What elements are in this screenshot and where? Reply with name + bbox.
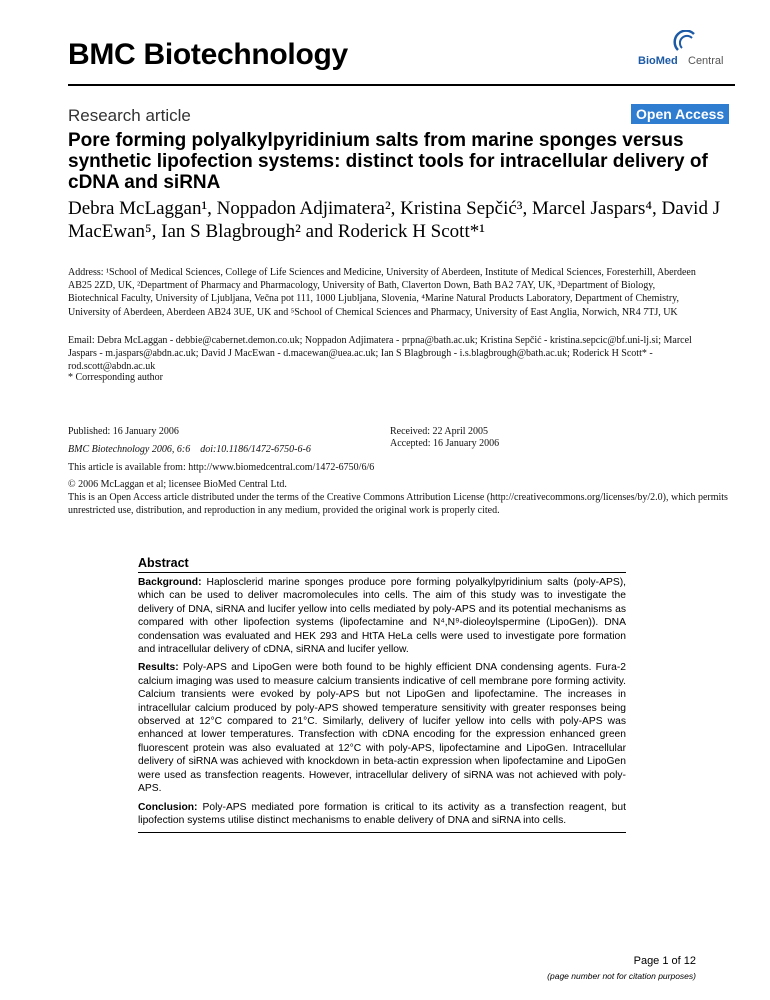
accepted-date: Accepted: 16 January 2006	[390, 438, 500, 449]
conclusion-text: Poly-APS mediated pore formation is critical to its activity as a transfection reagent, but lipofection systems utilise distinct mechanisms to enable delivery of DNA and siRNA into cells.	[138, 801, 626, 826]
corresponding-author-note: * Corresponding author	[68, 372, 163, 383]
article-title: Pore forming polyalkylpyridinium salts from marine sponges versus synthetic lipofection systems: distinct tools for intracellular delivery of cDNA and siRNA	[68, 130, 708, 193]
received-date: Received: 22 April 2005	[390, 426, 489, 437]
abstract-box	[138, 556, 626, 833]
abstract-conclusion	[138, 801, 626, 828]
abstract-background	[138, 576, 626, 656]
logo-bio-text: BioMed	[638, 55, 678, 67]
published-date: Published: 16 January 2006	[68, 426, 179, 437]
biomed-central-logo	[636, 30, 736, 70]
logo-swirl-icon	[672, 30, 702, 54]
article-type: Research article	[68, 106, 191, 125]
results-text: Poly-APS and LipoGen were both found to be highly efficient DNA condensing agents. Fura-2 calcium imaging was used to measure calcium transients indicative of cell membrane pore forming activity. Calcium transients were evoked by poly-APS but not LipoGen and lipofectamine. The increases in intracellular calcium produced by poly-APS showed temperature sensitivity with greater responses being observed at 12°C compared to 21°C. Similarly, delivery of lucifer yellow into cells with poly-APS was enhanced at lower temperatures. Transfection with cDNA encoding for the expression enhanced green fluorescent protein was also evaluated at 12°C with poly-APS, lipofectamine and LipoGen. Intracellular delivery of siRNA was achieved with knockdown in beta-actin expression when lipofectamine and LipoGen were used as transfection reagents. However, intracellular delivery of siRNA was not achieved with poly-APS.	[138, 662, 626, 795]
copyright-line: © 2006 McLaggan et al; licensee BioMed Central Ltd.	[68, 479, 287, 490]
background-label: Background:	[138, 577, 202, 588]
license-text: This is an Open Access article distributed under the terms of the Creative Commons Attribution License (http://creativecommons.org/licenses/by/2.0), which permits unrestricted use, distribution, and reproduction in any medium, provided the original work is properly cited.	[68, 492, 728, 517]
abstract-heading: Abstract	[138, 556, 626, 573]
abstract-bottom-rule	[138, 832, 626, 833]
page-number: Page 1 of 12	[633, 955, 696, 967]
journal-title: BMC Biotechnology	[68, 38, 348, 71]
logo-central-text: Central	[688, 55, 724, 67]
author-list: Debra McLaggan¹, Noppadon Adjimatera², Kristina Sepčić³, Marcel Jaspars⁴, David J MacEwan⁵, Ian S Blagbrough² and Roderick H Scott*¹	[68, 198, 721, 242]
affiliations: Address: ¹School of Medical Sciences, College of Life Sciences and Medicine, University of Aberdeen, Institute of Medical Sciences, Foresterhill, Aberdeen AB25 2ZD, UK, ²Department of Pharmacy and Pharmacology, University of Bath, Claverton Down, Bath BA2 7AY, UK, ³Department of Biology, Biotechnical Faculty, University of Ljubljana, Večna pot 111, 1000 Ljubljana, Slovenia, ⁴Marine Natural Products Laboratory, Department of Chemistry, University of Aberdeen, Aberdeen AB24 3UE, UK and ⁵School of Chemical Sciences and Pharmacy, University of East Anglia, Norwich, NR4 7TJ, UK	[68, 267, 696, 318]
citation: BMC Biotechnology 2006, 6:6 doi:10.1186/1472-6750-6-6	[68, 444, 311, 455]
email-list: Email: Debra McLaggan - debbie@cabernet.demon.co.uk; Noppadon Adjimatera - prpna@bath.ac.uk; Kristina Sepčić - kristina.sepcic@bf.uni-lj.si; Marcel Jaspars - m.jaspars@abdn.ac.uk; David J MacEwan - d.macewan@uea.ac.uk; Ian S Blagbrough - i.s.blagbrough@bath.ac.uk; Roderick H Scott* - rod.scott@abdn.ac.uk	[68, 335, 692, 373]
abstract-results	[138, 661, 626, 795]
background-text: Haplosclerid marine sponges produce pore forming polyalkylpyridinium salts (poly-APS), which can be used to deliver macromolecules into cells. The aim of this study was to investigate the delivery of DNA, siRNA and lucifer yellow into cells mediated by poly-APS and its potential mechanisms as compared with other lipofection systems (lipofectamine and N⁴,N⁹-dioleoylspermine (LipoGen)). DNA condensation was evaluated and HEK 293 and HtTA HeLa cells were used to investigate pore formation and intracellular delivery of cDNA, siRNA and lucifer yellow.	[138, 577, 626, 656]
article-url[interactable]: This article is available from: http://www.biomedcentral.com/1472-6750/6/6	[68, 462, 375, 473]
copyright-block	[68, 478, 738, 518]
conclusion-label: Conclusion:	[138, 801, 198, 813]
results-label: Results:	[138, 662, 179, 674]
header-rule	[68, 84, 735, 86]
page-number-note: (page number not for citation purposes)	[547, 971, 696, 981]
open-access-badge: Open Access	[631, 104, 729, 124]
